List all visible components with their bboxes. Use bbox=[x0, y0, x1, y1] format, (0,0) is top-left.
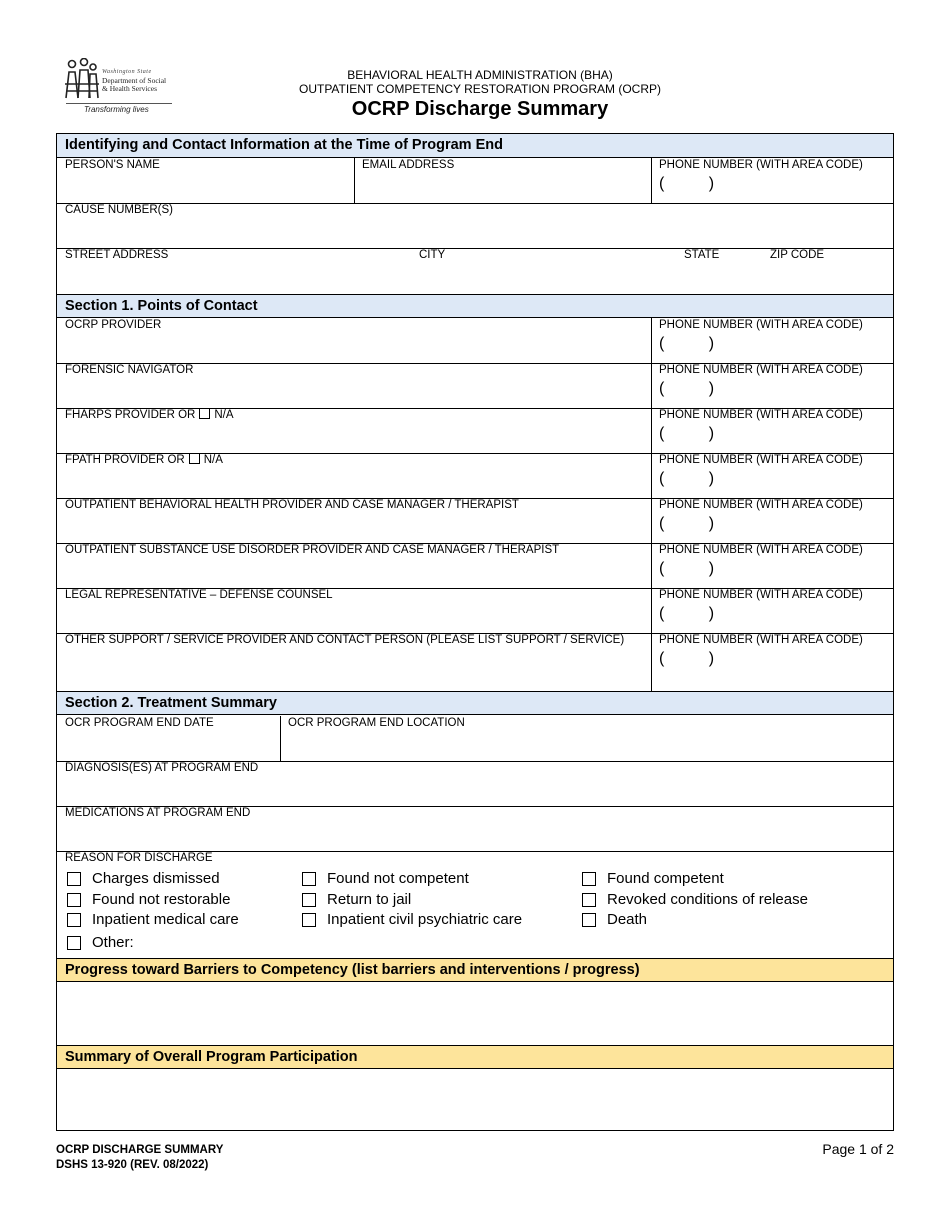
area-code-parens: ( ) bbox=[659, 515, 715, 532]
page-title: OCRP Discharge Summary bbox=[351, 98, 609, 120]
footer-form-number: DSHS 13-920 (REV. 08/2022) bbox=[56, 1159, 209, 1171]
checkbox-found-competent[interactable]: Found competent bbox=[582, 870, 724, 888]
medications-field[interactable]: MEDICATIONS AT PROGRAM END bbox=[65, 807, 251, 819]
checkbox-box[interactable] bbox=[67, 893, 81, 907]
defense-counsel-phone[interactable]: PHONE NUMBER (WITH AREA CODE) bbox=[659, 589, 863, 601]
checkbox-box[interactable] bbox=[67, 872, 81, 886]
identifying-heading: Identifying and Contact Information at the Time of Program End bbox=[57, 134, 893, 158]
email-field[interactable]: EMAIL ADDRESS bbox=[362, 159, 455, 171]
fpath-provider-phone[interactable]: PHONE NUMBER (WITH AREA CODE) bbox=[659, 454, 863, 466]
behavioral-health-provider-phone[interactable]: PHONE NUMBER (WITH AREA CODE) bbox=[659, 499, 863, 511]
program-end-date-field[interactable]: OCR PROGRAM END DATE bbox=[65, 717, 214, 729]
substance-use-provider-phone[interactable]: PHONE NUMBER (WITH AREA CODE) bbox=[659, 544, 863, 556]
summary-heading: Summary of Overall Program Participation bbox=[57, 1045, 893, 1069]
page-number: Page 1 of 2 bbox=[822, 1141, 894, 1157]
divider bbox=[651, 318, 652, 691]
dshs-logo bbox=[64, 58, 172, 118]
summary-textarea[interactable] bbox=[57, 1070, 893, 1130]
fharps-provider-field[interactable]: FHARPS PROVIDER OR N/A bbox=[65, 409, 234, 421]
logo-rule bbox=[66, 103, 172, 104]
area-code-parens: ( ) bbox=[659, 470, 715, 487]
other-support-provider-field[interactable]: OTHER SUPPORT / SERVICE PROVIDER AND CONTACT PERSON (PLEASE LIST SUPPORT / SERVICE) bbox=[65, 634, 625, 646]
area-code-parens: ( ) bbox=[659, 380, 715, 397]
zip-code-field[interactable]: ZIP CODE bbox=[770, 249, 825, 261]
area-code-parens: ( ) bbox=[659, 425, 715, 442]
substance-use-provider-field[interactable]: OUTPATIENT SUBSTANCE USE DISORDER PROVIDER AND CASE MANAGER / THERAPIST bbox=[65, 544, 560, 556]
forensic-navigator-field[interactable]: FORENSIC NAVIGATOR bbox=[65, 364, 194, 376]
area-code-parens: ( ) bbox=[659, 335, 715, 352]
divider bbox=[57, 248, 893, 249]
fpath-provider-field[interactable]: FPATH PROVIDER OR N/A bbox=[65, 454, 223, 466]
progress-textarea[interactable] bbox=[57, 983, 893, 1045]
checkbox-box[interactable] bbox=[582, 893, 596, 907]
checkbox-box[interactable] bbox=[67, 936, 81, 950]
reason-for-discharge-label: REASON FOR DISCHARGE bbox=[65, 852, 213, 864]
ocrp-provider-phone[interactable]: PHONE NUMBER (WITH AREA CODE) bbox=[659, 319, 863, 331]
family-figures-icon bbox=[64, 58, 100, 102]
footer-form-id bbox=[56, 1143, 223, 1173]
fharps-na-checkbox[interactable] bbox=[199, 408, 210, 419]
checkbox-charges-dismissed[interactable]: Charges dismissed bbox=[67, 870, 220, 888]
defense-counsel-field[interactable]: LEGAL REPRESENTATIVE – DEFENSE COUNSEL bbox=[65, 589, 333, 601]
checkbox-found-not-restorable[interactable]: Found not restorable bbox=[67, 891, 230, 909]
area-code-parens: ( ) bbox=[659, 650, 715, 667]
footer-form-name: OCRP DISCHARGE SUMMARY bbox=[56, 1144, 224, 1156]
state-field[interactable]: STATE bbox=[684, 249, 720, 261]
diagnosis-field[interactable]: DIAGNOSIS(ES) AT PROGRAM END bbox=[65, 762, 259, 774]
area-code-parens: ( ) bbox=[659, 560, 715, 577]
header-program: OUTPATIENT COMPETENCY RESTORATION PROGRAM (OCRP) bbox=[298, 82, 662, 96]
checkbox-inpatient-civil-psychiatric[interactable]: Inpatient civil psychiatric care bbox=[302, 911, 522, 929]
checkbox-box[interactable] bbox=[582, 913, 596, 927]
divider bbox=[354, 158, 355, 203]
checkbox-found-not-competent[interactable]: Found not competent bbox=[302, 870, 469, 888]
cause-numbers-field[interactable]: CAUSE NUMBER(S) bbox=[65, 204, 173, 216]
header-agency: BEHAVIORAL HEALTH ADMINISTRATION (BHA) bbox=[347, 68, 613, 82]
checkbox-box[interactable] bbox=[67, 913, 81, 927]
checkbox-box[interactable] bbox=[302, 872, 316, 886]
ocrp-provider-field[interactable]: OCRP PROVIDER bbox=[65, 319, 162, 331]
area-code-parens: ( ) bbox=[659, 175, 715, 192]
divider bbox=[651, 158, 652, 203]
checkbox-box[interactable] bbox=[302, 893, 316, 907]
checkbox-inpatient-medical-care[interactable]: Inpatient medical care bbox=[67, 911, 239, 929]
fpath-na-checkbox[interactable] bbox=[189, 453, 200, 464]
logo-tagline: Transforming lives bbox=[84, 105, 149, 114]
discharge-form bbox=[56, 133, 894, 1131]
form-header bbox=[230, 68, 730, 121]
divider bbox=[57, 203, 893, 204]
street-address-field[interactable]: STREET ADDRESS bbox=[65, 249, 169, 261]
persons-name-field[interactable]: PERSON'S NAME bbox=[65, 159, 160, 171]
section1-heading: Section 1. Points of Contact bbox=[57, 294, 893, 318]
program-end-location-field[interactable]: OCR PROGRAM END LOCATION bbox=[288, 717, 465, 729]
checkbox-box[interactable] bbox=[302, 913, 316, 927]
other-support-provider-phone[interactable]: PHONE NUMBER (WITH AREA CODE) bbox=[659, 634, 863, 646]
logo-org-name: Washington State Department of Social & Health Services bbox=[102, 69, 167, 93]
city-field[interactable]: CITY bbox=[419, 249, 446, 261]
checkbox-return-to-jail[interactable]: Return to jail bbox=[302, 891, 411, 909]
checkbox-other[interactable]: Other: bbox=[67, 934, 134, 952]
area-code-parens: ( ) bbox=[659, 605, 715, 622]
checkbox-revoked-conditions[interactable]: Revoked conditions of release bbox=[582, 891, 808, 909]
checkbox-box[interactable] bbox=[582, 872, 596, 886]
forensic-navigator-phone[interactable]: PHONE NUMBER (WITH AREA CODE) bbox=[659, 364, 863, 376]
section2-heading: Section 2. Treatment Summary bbox=[57, 691, 893, 715]
fharps-provider-phone[interactable]: PHONE NUMBER (WITH AREA CODE) bbox=[659, 409, 863, 421]
progress-heading: Progress toward Barriers to Competency (list barriers and interventions / progress) bbox=[57, 958, 893, 982]
divider bbox=[280, 716, 281, 761]
checkbox-death[interactable]: Death bbox=[582, 911, 647, 929]
phone-field[interactable]: PHONE NUMBER (WITH AREA CODE) bbox=[659, 159, 863, 171]
behavioral-health-provider-field[interactable]: OUTPATIENT BEHAVIORAL HEALTH PROVIDER AND CASE MANAGER / THERAPIST bbox=[65, 499, 519, 511]
